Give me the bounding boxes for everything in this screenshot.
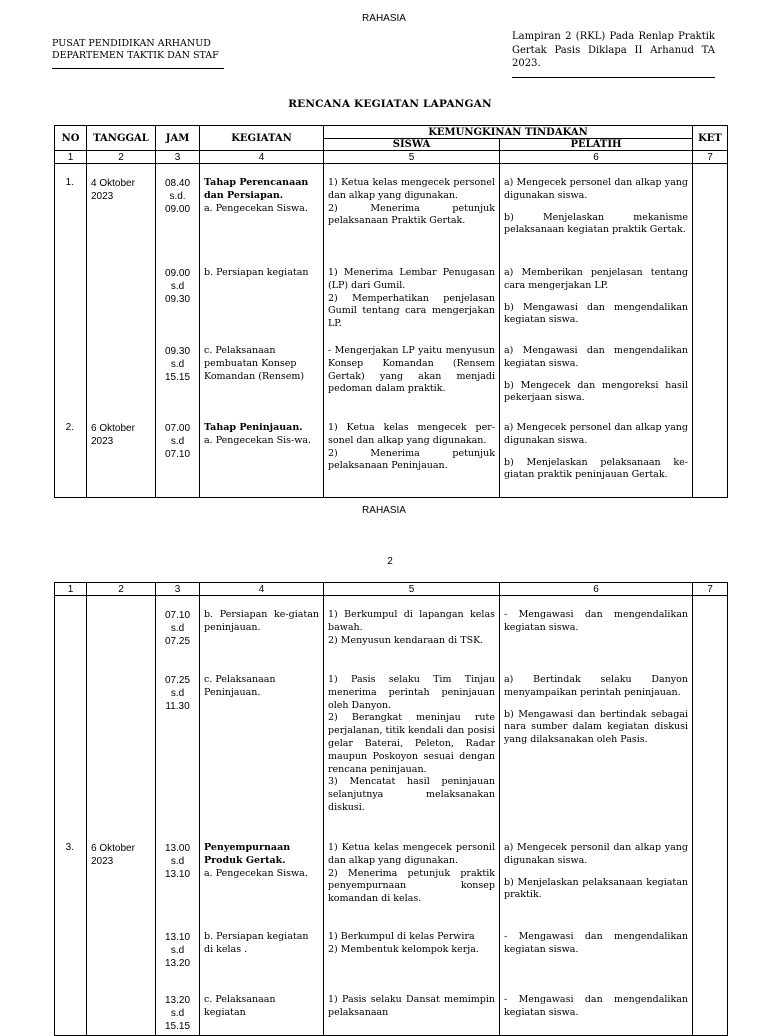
action-item: 2) Menerima petunjuk pelaksanaan Praktik Gertak. — [328, 202, 495, 227]
row-number: 1. — [65, 177, 74, 188]
trainer-actions — [500, 267, 692, 327]
time-line: 07.00 — [164, 423, 191, 434]
header-jam: JAM — [156, 126, 200, 151]
action-item: 1) Ketua kelas mengecek personel dan alkap yang digunakan. — [328, 177, 495, 201]
header-ket: KET — [693, 126, 728, 151]
time-line: s.d — [170, 281, 185, 292]
trainer-actions — [500, 609, 692, 635]
header-tanggal: TANGGAL — [87, 126, 156, 151]
time-line: s.d. — [169, 191, 186, 202]
row-date — [87, 177, 155, 203]
time-line: 09.30 — [164, 294, 191, 305]
action-item: 1) Berkumpul di lapangan kelas bawah. — [328, 609, 495, 633]
header-kegiatan: KEGIATAN — [200, 126, 324, 151]
ket-column — [693, 596, 728, 1036]
activity-text: c. Pelaksanaan Peninjauan. — [204, 674, 276, 698]
action-item: 1) Berkumpul di kelas Perwira — [328, 931, 475, 942]
time-range — [156, 267, 199, 306]
time-line: 15.15 — [164, 1021, 191, 1032]
time-line: s.d — [170, 856, 185, 867]
activity-text: c. Pelaksanaan kegiatan — [204, 994, 276, 1018]
activity-table-page2 — [54, 582, 728, 1036]
time-line: 08.40 — [164, 178, 191, 189]
action-item: - Mengawasi dan mengendalikan kegiatan siswa. — [504, 994, 688, 1018]
action-item: a) Memberikan penjelasan tentang cara mengerjakan LP. — [504, 267, 688, 291]
header-left — [52, 38, 224, 69]
time-range — [156, 177, 199, 216]
time-line: 11.30 — [165, 701, 190, 712]
col-number: 7 — [693, 583, 728, 596]
time-range — [156, 842, 199, 881]
time-line: 15.15 — [164, 372, 191, 383]
time-line: 07.10 — [164, 449, 191, 460]
time-line: 07.25 — [164, 675, 191, 686]
time-line: 13.10 — [164, 869, 191, 880]
action-item: 3) Mencatat hasil peninjauan selanjutnya melaksanakan diskusi. — [328, 776, 495, 813]
pelatih-column — [500, 164, 693, 498]
time-range — [156, 994, 199, 1033]
time-line: 09.00 — [164, 268, 191, 279]
action-item: 2) Menerima petunjuk praktik penyempurnaan konsep komandan di kelas. — [328, 867, 495, 905]
activity-text: b. Persiapan ke-giatan peninjauan. — [204, 609, 319, 633]
no-column — [55, 596, 87, 1036]
activity — [200, 994, 323, 1020]
student-actions — [324, 177, 499, 228]
activity — [200, 674, 323, 700]
activity-stage: Tahap Perencanaan dan Persiapan. — [204, 177, 309, 201]
time-line: 13.10 — [164, 932, 191, 943]
row-number: 2. — [65, 422, 74, 433]
siswa-column — [324, 164, 500, 498]
pelatih-column — [500, 596, 693, 1036]
trainer-actions — [500, 345, 692, 405]
col-number: 1 — [55, 151, 87, 164]
time-line: 09.00 — [164, 204, 191, 215]
header-pelatih: PELATIH — [500, 139, 693, 151]
action-item: 1) Menerima Lembar Penugasan (LP) dari Gumil. — [328, 267, 495, 291]
time-line: s.d — [170, 359, 185, 370]
action-item: 2) Menyusun kendaraan di TSK. — [328, 634, 484, 646]
jam-column — [156, 596, 200, 1036]
trainer-actions — [500, 931, 692, 957]
col-number: 4 — [200, 583, 324, 596]
col-number: 3 — [156, 151, 200, 164]
tanggal-column — [87, 164, 156, 498]
action-item: 1) Pasis selaku Dansat memimpin pelaksanaan — [328, 994, 495, 1018]
page-number: 2 — [387, 556, 393, 567]
col-number: 2 — [87, 583, 156, 596]
activity-text: c. Pelaksanaan pembuatan Konsep Komandan (Rensem) — [204, 345, 305, 382]
col-number: 1 — [55, 583, 87, 596]
col-number: 3 — [156, 583, 200, 596]
row-date — [87, 842, 155, 868]
student-actions — [324, 931, 499, 957]
action-item: 2) Menerima petunjuk pelaksanaan Peninjauan. — [328, 447, 495, 472]
time-range — [156, 345, 199, 384]
activity-text: a. Pengecekan Siswa. — [204, 867, 308, 879]
action-item: a) Mengecek personel dan alkap yang digunakan siswa. — [504, 177, 688, 201]
time-range — [156, 422, 199, 461]
activity-table-page1 — [54, 125, 728, 498]
time-line: s.d — [170, 623, 185, 634]
col-number: 6 — [500, 583, 693, 596]
time-range — [156, 674, 199, 713]
action-item: b) Mengawasi dan bertindak sebagai nara sumber dalam kegiatan diskusi yang dilaksanakan oleh Pasis. — [504, 708, 688, 746]
action-item: 2) Berangkat meninjau rute perjalanan, titik kendali dan posisi gelar Baterai, Peleton, Radar maupun Poskoyon sesuai dengan rencana peninjauan. — [328, 712, 495, 775]
time-range — [156, 931, 199, 970]
time-line: 09.30 — [164, 346, 191, 357]
action-item: 1) Ketua kelas mengecek personil dan alkap yang digunakan. — [328, 842, 495, 866]
activity-text: a. Pengecekan Sis-wa. — [204, 434, 312, 446]
activity — [200, 842, 323, 880]
action-item: - Mengawasi dan mengendalikan kegiatan siswa. — [504, 609, 688, 633]
trainer-actions — [500, 177, 692, 237]
activity — [200, 177, 323, 215]
action-item: a) Mengecek personel dan alkap yang digunakan siswa. — [504, 422, 688, 446]
col-number: 2 — [87, 151, 156, 164]
student-actions — [324, 345, 499, 396]
activity — [200, 422, 323, 448]
date-line: 2023 — [91, 856, 114, 867]
action-item: 1) Ketua kelas mengecek per-sonel dan alkap yang digunakan. — [328, 422, 495, 446]
classification-bottom: RAHASIA — [362, 505, 406, 516]
time-line: 13.00 — [164, 843, 191, 854]
col-number: 6 — [500, 151, 693, 164]
trainer-actions — [500, 422, 692, 482]
activity-stage: Penyempurnaan Produk Gertak. — [204, 842, 291, 866]
row-date — [87, 422, 155, 448]
col-number: 7 — [693, 151, 728, 164]
activity-text: b. Persiapan kegiatan di kelas . — [204, 931, 309, 955]
student-actions — [324, 674, 499, 815]
date-line: 2023 — [91, 436, 114, 447]
siswa-column — [324, 596, 500, 1036]
student-actions — [324, 994, 499, 1020]
time-line: 13.20 — [164, 995, 191, 1006]
time-range — [156, 609, 199, 648]
action-item: a) Bertindak selaku Danyon menyampaikan perintah peninjauan. — [504, 674, 688, 698]
student-actions — [324, 267, 499, 331]
activity-text: b. Persiapan kegiatan — [204, 267, 309, 278]
action-item: a) Mengecek personil dan alkap yang digunakan siswa. — [504, 842, 688, 866]
activity-text: a. Pengecekan Siswa. — [204, 202, 308, 214]
department-name: DEPARTEMEN TAKTIK DAN STAF — [52, 50, 219, 61]
action-item: 1) Pasis selaku Tim Tinjau menerima perintah peninjauan oleh Danyon. — [328, 674, 495, 711]
activity — [200, 609, 323, 635]
time-line: s.d — [170, 1008, 185, 1019]
header-right-attachment: Lampiran 2 (RKL) Pada Renlap Praktik Gertak Pasis Diklapa II Arhanud TA 2023. — [512, 30, 715, 78]
trainer-actions — [500, 994, 692, 1020]
activity — [200, 931, 323, 957]
student-actions — [324, 842, 499, 906]
action-item: 2) Membentuk kelompok kerja. — [328, 943, 479, 955]
date-line: 6 Oktober — [91, 843, 135, 854]
action-item: b) Menjelaskan pelaksanaan ke-giatan praktik peninjauan Gertak. — [504, 456, 688, 481]
action-item: b) Menjelaskan pelaksanaan kegiatan praktik. — [504, 876, 688, 901]
activity-stage: Tahap Peninjauan. — [204, 422, 303, 433]
col-number: 4 — [200, 151, 324, 164]
col-number: 5 — [324, 583, 500, 596]
time-line: s.d — [170, 945, 185, 956]
student-actions — [324, 609, 499, 647]
time-line: 07.10 — [164, 610, 191, 621]
student-actions — [324, 422, 499, 473]
col-number: 5 — [324, 151, 500, 164]
time-line: 13.20 — [164, 958, 191, 969]
date-line: 6 Oktober — [91, 423, 135, 434]
kegiatan-column — [200, 164, 324, 498]
institution-name: PUSAT PENDIDIKAN ARHANUD — [52, 38, 211, 49]
time-line: s.d — [170, 688, 185, 699]
action-item: b) Mengecek dan mengoreksi hasil pekerjaan siswa. — [504, 379, 688, 404]
date-line: 4 Oktober — [91, 178, 135, 189]
trainer-actions — [500, 674, 692, 747]
action-item: - Mengawasi dan mengendalikan kegiatan siswa. — [504, 931, 688, 955]
date-line: 2023 — [91, 191, 114, 202]
tanggal-column — [87, 596, 156, 1036]
jam-column — [156, 164, 200, 498]
action-item: 2) Memperhatikan penjelasan Gumil tentang cara mengerjakan LP. — [328, 292, 495, 330]
row-number: 3. — [65, 842, 74, 853]
kegiatan-column — [200, 596, 324, 1036]
header-kemungkinan-tindakan: KEMUNGKINAN TINDAKAN — [324, 126, 693, 139]
header-siswa: SISWA — [324, 139, 500, 151]
action-item: b) Mengawasi dan mengendalikan kegiatan siswa. — [504, 301, 688, 326]
classification-top: RAHASIA — [362, 13, 406, 24]
time-line: 07.25 — [164, 636, 191, 647]
activity — [200, 345, 323, 383]
document-title: RENCANA KEGIATAN LAPANGAN — [288, 98, 492, 110]
header-no: NO — [55, 126, 87, 151]
no-column — [55, 164, 87, 498]
ket-column — [693, 164, 728, 498]
activity — [200, 267, 323, 280]
action-item: b) Menjelaskan mekanisme pelaksanaan kegiatan praktik Gertak. — [504, 211, 688, 236]
trainer-actions — [500, 842, 692, 902]
action-item: a) Mengawasi dan mengendalikan kegiatan siswa. — [504, 345, 688, 369]
time-line: s.d — [170, 436, 185, 447]
action-item: - Mengerjakan LP yaitu menyusun Konsep Komandan (Rensem Gertak) yang akan menjadi pedoman dalam praktik. — [328, 345, 495, 395]
table-body-page1 — [55, 164, 728, 498]
table-body-page2 — [55, 596, 728, 1036]
